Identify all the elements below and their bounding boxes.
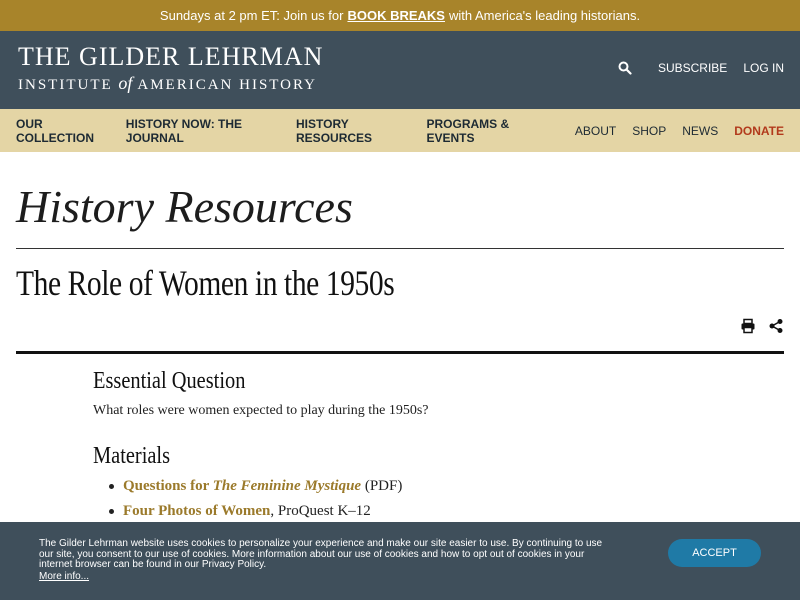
cookie-banner bbox=[0, 522, 800, 600]
content-divider bbox=[16, 351, 784, 354]
logo-line-1: THE GILDER LEHRMAN bbox=[18, 42, 324, 71]
logo-of: of bbox=[118, 73, 133, 93]
share-icon[interactable] bbox=[768, 318, 784, 334]
list-item bbox=[93, 503, 693, 520]
page-tools bbox=[740, 318, 784, 334]
materials-list bbox=[93, 478, 693, 520]
material-suffix: (PDF) bbox=[361, 478, 403, 494]
promo-prefix: Sundays at 2 pm ET: Join us for bbox=[159, 8, 344, 23]
materials-heading: Materials bbox=[93, 443, 171, 469]
material-link-prefix: Questions for bbox=[123, 478, 213, 494]
nav-shop[interactable]: SHOP bbox=[632, 123, 667, 138]
essential-question-heading: Essential Question bbox=[93, 368, 246, 394]
bullet bbox=[109, 484, 114, 489]
subscribe-link[interactable]: SUBSCRIBE bbox=[657, 61, 728, 75]
accept-cookies-button[interactable]: ACCEPT bbox=[668, 539, 761, 567]
header-utilities bbox=[618, 61, 784, 75]
essential-question-text: What roles were women expected to play during the 1950s? bbox=[93, 403, 429, 418]
nav-our-collection[interactable]: OUR COLLECTION bbox=[16, 116, 94, 145]
main-nav bbox=[0, 109, 800, 152]
logo-american-history: AMERICAN HISTORY bbox=[137, 77, 318, 93]
site-logo[interactable] bbox=[18, 43, 323, 95]
lesson-content bbox=[93, 368, 693, 528]
nav-programs-events[interactable]: PROGRAMS & EVENTS bbox=[426, 116, 510, 145]
page-title: The Role of Women in the 1950s bbox=[16, 263, 395, 303]
book-breaks-link[interactable]: BOOK BREAKS bbox=[347, 8, 445, 23]
section-title: History Resources bbox=[16, 181, 353, 232]
cookie-more-info-link[interactable]: More info... bbox=[39, 571, 90, 582]
logo-line-2 bbox=[18, 73, 323, 95]
feminine-mystique-link[interactable] bbox=[123, 478, 361, 495]
four-photos-link[interactable] bbox=[123, 503, 270, 520]
nav-donate[interactable]: DONATE bbox=[734, 123, 785, 138]
cookie-text: The Gilder Lehrman website uses cookies to personalize your experience and make our site easier to use. By continuing to use our site, you consent to our use of cookies. More information about our use of cookies and how to opt out of cookies in your internet browser can be found in our Privacy Policy. bbox=[39, 538, 603, 570]
material-link-prefix: Four Photos of Women bbox=[123, 503, 271, 519]
material-link-italic: The Feminine Mystique bbox=[212, 478, 362, 494]
site-header bbox=[0, 31, 800, 109]
section-divider bbox=[16, 248, 784, 249]
promo-suffix: with America's leading historians. bbox=[448, 8, 641, 23]
list-item bbox=[93, 478, 693, 495]
nav-history-now[interactable]: HISTORY NOW: THE JOURNAL bbox=[125, 116, 243, 145]
promo-banner bbox=[0, 0, 800, 31]
search-icon[interactable] bbox=[618, 61, 632, 75]
nav-history-resources[interactable]: HISTORY RESOURCES bbox=[296, 116, 373, 145]
login-link[interactable]: LOG IN bbox=[743, 61, 784, 75]
nav-news[interactable]: NEWS bbox=[682, 123, 719, 138]
bullet bbox=[109, 509, 114, 514]
print-icon[interactable] bbox=[740, 318, 756, 334]
material-suffix: , ProQuest K–12 bbox=[270, 503, 371, 519]
nav-about[interactable]: ABOUT bbox=[574, 123, 617, 138]
logo-institute: INSTITUTE bbox=[18, 77, 113, 93]
